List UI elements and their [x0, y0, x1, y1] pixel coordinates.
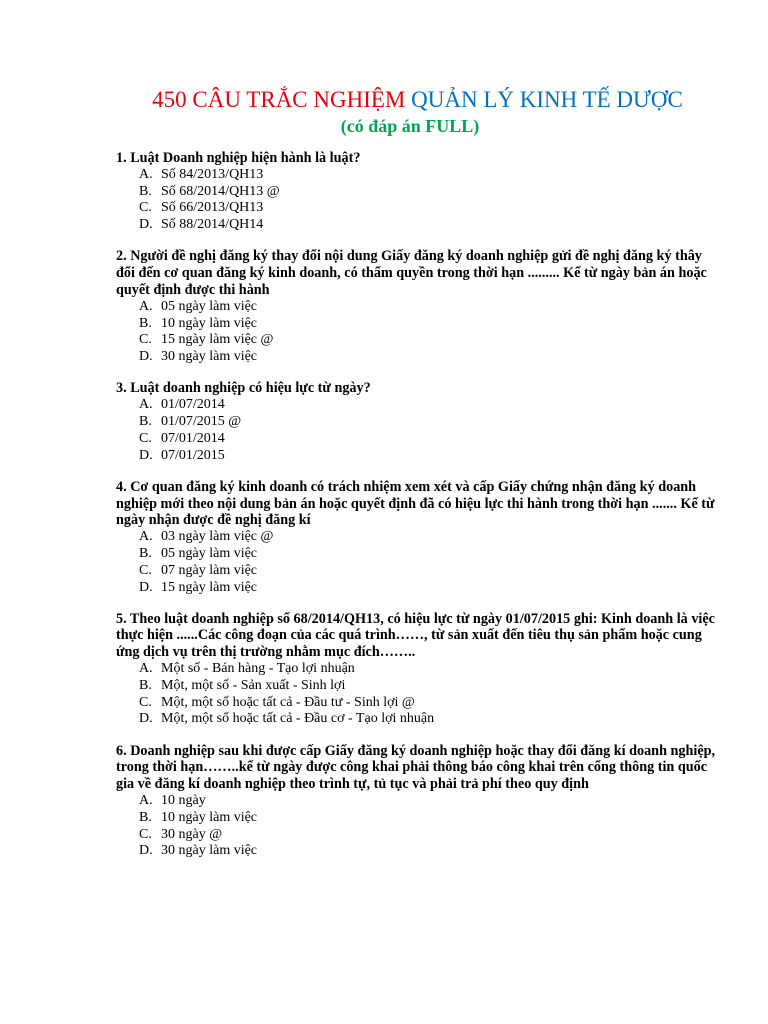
- option-text: Số 66/2013/QH13: [161, 200, 264, 216]
- option-text: 07/01/2015: [161, 447, 225, 463]
- answer-option: [116, 563, 722, 580]
- option-text: 05 ngày làm việc: [161, 298, 258, 314]
- option-letter: A.: [139, 397, 153, 413]
- document-title: [0, 86, 768, 114]
- option-text: Một số - Bán hàng - Tạo lợi nhuận: [161, 661, 355, 677]
- option-letter: D.: [139, 579, 153, 595]
- option-letter: C.: [139, 694, 152, 710]
- option-letter: C.: [139, 826, 152, 842]
- option-letter: D.: [139, 349, 153, 365]
- option-letter: D.: [139, 843, 153, 859]
- option-letter: C.: [139, 200, 152, 216]
- option-text: Số 84/2013/QH13: [161, 166, 264, 182]
- question-text: 2. Người đề nghị đăng ký thay đổi nội dung Giấy đăng ký doanh nghiệp gửi đề nghị đăng ký thây đổi đến cơ quan đăng ký kinh doanh, có thẩm quyền trong thời hạn ......... Kể từ ngày bản án hoặc quyết định được thi hành: [116, 248, 707, 298]
- question-text: 3. Luật doanh nghiệp có hiệu lực từ ngày?: [116, 380, 371, 397]
- option-text: Một, một số hoặc tất cả - Đầu tư - Sinh lợi @: [161, 694, 415, 710]
- option-text: Một, một số - Sản xuất - Sinh lợi: [161, 677, 346, 693]
- title-red-part: 450 CÂU TRẮC NGHIỆM: [152, 87, 406, 112]
- option-text: 01/07/2014: [161, 397, 225, 413]
- option-text: 10 ngày: [161, 793, 206, 809]
- title-blue-part: QUẢN LÝ KINH TẾ DƯỢC: [411, 87, 683, 112]
- answer-option: [116, 546, 722, 563]
- answer-option: [116, 431, 722, 448]
- option-letter: A.: [139, 661, 153, 677]
- option-letter: B.: [139, 677, 152, 693]
- option-text: 10 ngày làm việc: [161, 809, 258, 825]
- option-letter: D.: [139, 217, 153, 233]
- option-letter: B.: [139, 809, 152, 825]
- option-text: 15 ngày làm việc: [161, 579, 258, 595]
- option-letter: B.: [139, 315, 152, 331]
- option-text: 01/07/2015 @: [161, 413, 242, 429]
- option-list: [116, 529, 722, 596]
- option-letter: C.: [139, 562, 152, 578]
- question-list: [116, 150, 722, 875]
- option-text: 30 ngày làm việc: [161, 843, 258, 859]
- option-list: [116, 397, 722, 464]
- option-text: Số 68/2014/QH13 @: [161, 183, 280, 199]
- answer-option: [116, 580, 722, 597]
- answer-option: [116, 167, 722, 184]
- option-letter: C.: [139, 332, 152, 348]
- option-letter: A.: [139, 166, 153, 182]
- answer-option: [116, 827, 722, 844]
- option-text: 10 ngày làm việc: [161, 315, 258, 331]
- answer-option: [116, 448, 722, 465]
- question-text: 6. Doanh nghiệp sau khi được cấp Giấy đăng ký doanh nghiệp hoặc thay đổi đăng kí doanh nghiệp, trong thời hạn……..kể từ ngày được công khai phải thông báo công khai trên cổng thông tin quốc gia về đăng kí doanh nghiệp theo trình tự, tủ tục và phải trả phí theo quy định: [116, 742, 716, 793]
- question-block: [116, 248, 722, 366]
- option-letter: D.: [139, 711, 153, 727]
- question-text: 1. Luật Doanh nghiệp hiện hành là luật?: [116, 150, 361, 166]
- option-text: 07 ngày làm việc: [161, 562, 258, 578]
- option-text: 15 ngày làm việc @: [161, 332, 274, 348]
- answer-option: [116, 793, 722, 810]
- option-text: 07/01/2014: [161, 430, 225, 446]
- option-letter: A.: [139, 793, 153, 809]
- option-text: 05 ngày làm việc: [161, 545, 258, 561]
- question-block: [116, 743, 722, 861]
- answer-option: [116, 414, 722, 431]
- option-list: [116, 167, 722, 234]
- answer-option: [116, 299, 722, 316]
- answer-option: [116, 332, 722, 349]
- answer-option: [116, 678, 722, 695]
- question-block: [116, 611, 722, 729]
- option-letter: D.: [139, 447, 153, 463]
- answer-option: [116, 810, 722, 827]
- option-text: 03 ngày làm việc @: [161, 529, 274, 545]
- option-letter: C.: [139, 430, 152, 446]
- answer-option: [116, 217, 722, 234]
- answer-option: [116, 184, 722, 201]
- option-letter: B.: [139, 183, 152, 199]
- document-subtitle: (có đáp án FULL): [340, 116, 480, 136]
- question-block: [116, 150, 722, 234]
- answer-option: [116, 711, 722, 728]
- option-letter: A.: [139, 529, 153, 545]
- option-text: 30 ngày @: [161, 826, 223, 842]
- option-list: [116, 661, 722, 728]
- option-text: Một, một số hoặc tất cả - Đầu cơ - Tạo lợi nhuận: [161, 711, 435, 727]
- answer-option: [116, 349, 722, 366]
- option-letter: B.: [139, 545, 152, 561]
- option-list: [116, 793, 722, 860]
- question-text: 5. Theo luật doanh nghiệp số 68/2014/QH13, có hiệu lực từ ngày 01/07/2015 ghi: Kinh doanh là việc thực hiện ......Các công đoạn của các quá trình……, từ sản xuất đến tiêu thụ sản phẩm hoặc cung ứng dịch vụ trên thị trường nhằm mục đích……..: [116, 610, 715, 661]
- option-text: Số 88/2014/QH14: [161, 217, 264, 233]
- question-block: [116, 479, 722, 597]
- option-letter: A.: [139, 298, 153, 314]
- answer-option: [116, 200, 722, 217]
- answer-option: [116, 316, 722, 333]
- answer-option: [116, 397, 722, 414]
- option-text: 30 ngày làm việc: [161, 349, 258, 365]
- question-text: 4. Cơ quan đăng ký kinh doanh có trách nhiệm xem xét và cấp Giấy chứng nhận đăng ký doanh nghiệp mới theo nội dung bản án hoặc quyết định đã có hiệu lực thi hành trong thời hạn ....... Kể từ ngày nhận được đề nghị đăng kí: [116, 478, 715, 529]
- answer-option: [116, 695, 722, 712]
- option-list: [116, 299, 722, 366]
- answer-option: [116, 661, 722, 678]
- option-letter: B.: [139, 413, 152, 429]
- answer-option: [116, 529, 722, 546]
- answer-option: [116, 843, 722, 860]
- question-block: [116, 380, 722, 464]
